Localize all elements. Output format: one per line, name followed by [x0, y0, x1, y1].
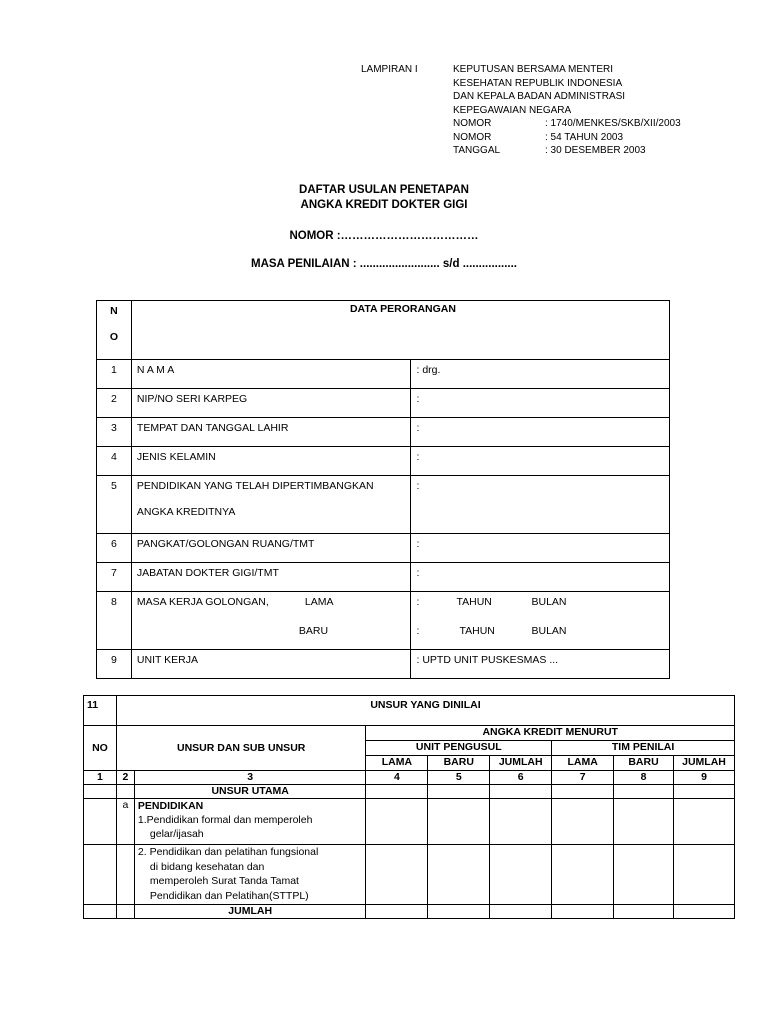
row-no: 9	[97, 650, 132, 679]
unsur-col-header: UNSUR DAN SUB UNSUR	[116, 726, 365, 771]
doc-nomor: NOMOR :………………………………	[289, 230, 479, 242]
data-perorangan-table	[96, 300, 670, 679]
table-row	[97, 534, 670, 563]
row-value	[411, 592, 670, 650]
table-row	[84, 845, 735, 905]
unit-pengusul-header: UNIT PENGUSUL	[366, 741, 552, 756]
table-row	[97, 592, 670, 650]
no-header	[97, 301, 132, 360]
row-value: :	[411, 476, 670, 534]
col-number-row	[84, 771, 735, 785]
colon: :	[416, 596, 420, 608]
meta-value: : 1740/MENKES/SKB/XII/2003	[545, 118, 681, 129]
col-number: 9	[673, 771, 734, 785]
col-number: 4	[366, 771, 428, 785]
data-perorangan-header: DATA PERORANGAN	[131, 301, 669, 360]
section-number: 11	[84, 696, 117, 726]
item-a: a	[116, 799, 134, 845]
decree-header	[453, 63, 753, 163]
sub-col-baru: BARU	[614, 756, 674, 771]
meta-label: NOMOR	[453, 131, 492, 143]
row-no: 4	[97, 447, 132, 476]
no-header-o: O	[109, 331, 119, 343]
doc-masa-penilaian: MASA PENILAIAN : ......................... s/d .................	[250, 258, 518, 270]
unsur-header: UNSUR YANG DINILAI	[116, 696, 734, 726]
table-row	[84, 726, 735, 741]
row-no: 3	[97, 418, 132, 447]
bulan-label: BULAN	[531, 625, 567, 637]
meta-label: NOMOR	[453, 118, 492, 129]
angka-kredit-header: ANGKA KREDIT MENURUT	[366, 726, 735, 741]
col-number: 8	[614, 771, 674, 785]
table-row	[97, 563, 670, 592]
sub-unsur-2: 2. Pendidikan dan pelatihan fungsional	[137, 846, 319, 858]
decree-line: DAN KEPALA BADAN ADMINISTRASI	[453, 91, 626, 102]
row-label-masa-kerja: MASA KERJA GOLONGAN,	[136, 596, 269, 608]
row-value: : UPTD UNIT PUSKESMAS ...	[411, 650, 670, 679]
decree-line: KEPUTUSAN BERSAMA MENTERI	[453, 64, 614, 75]
colon: :	[416, 625, 420, 637]
col-number: 3	[134, 771, 366, 785]
doc-title-line2: ANGKA KREDIT DOKTER GIGI	[300, 199, 468, 211]
col-number: 6	[490, 771, 552, 785]
sub-unsur-1-cont: gelar/ijasah	[149, 828, 204, 840]
table-row	[84, 696, 735, 726]
row-no: 6	[97, 534, 132, 563]
sub-col-baru: BARU	[428, 756, 490, 771]
unsur-table	[83, 695, 735, 919]
row-value: :	[411, 563, 670, 592]
row-no: 1	[97, 360, 132, 389]
pendidikan-label: PENDIDIKAN	[137, 800, 204, 812]
row-no: 2	[97, 389, 132, 418]
table-row	[84, 799, 735, 845]
row-value: :	[411, 534, 670, 563]
jumlah-label: JUMLAH	[134, 905, 366, 919]
tahun-label: TAHUN	[456, 596, 492, 608]
table-row	[97, 476, 670, 534]
sub-unsur-2-cont: di bidang kesehatan dan	[149, 860, 265, 873]
row-label: N A M A	[131, 360, 411, 389]
row-label-lama: LAMA	[304, 596, 334, 608]
doc-title-line1: DAFTAR USULAN PENETAPAN	[299, 184, 469, 196]
no-col-header: NO	[84, 726, 117, 771]
col-number: 7	[552, 771, 614, 785]
col-number: 2	[116, 771, 134, 785]
row-label: NIP/NO SERI KARPEG	[131, 389, 411, 418]
table-row	[97, 447, 670, 476]
meta-value: : 54 TAHUN 2003	[545, 131, 624, 143]
meta-label: TANGGAL	[453, 145, 501, 156]
sub-unsur-1: 1.Pendidikan formal dan memperoleh	[137, 814, 313, 826]
col-number: 5	[428, 771, 490, 785]
unsur-utama-label: UNSUR UTAMA	[134, 785, 366, 799]
bulan-label: BULAN	[531, 596, 567, 608]
sub-col-jumlah: JUMLAH	[673, 756, 734, 771]
row-no: 5	[97, 476, 132, 534]
sub-unsur-2-cell	[134, 845, 366, 905]
table-row	[97, 360, 670, 389]
decree-line: KESEHATAN REPUBLIK INDONESIA	[453, 77, 623, 89]
tahun-label: TAHUN	[459, 625, 495, 637]
row-value: : drg.	[411, 360, 670, 389]
lampiran-label: LAMPIRAN I	[361, 64, 418, 75]
row-label-baru: BARU	[298, 625, 329, 637]
sub-unsur-2-cont: memperoleh Surat Tanda Tamat	[149, 875, 299, 887]
row-label: JABATAN DOKTER GIGI/TMT	[131, 563, 411, 592]
pendidikan-cell	[134, 799, 366, 845]
row-no: 7	[97, 563, 132, 592]
row-value: :	[411, 389, 670, 418]
table-row	[97, 389, 670, 418]
row-value: :	[411, 418, 670, 447]
table-row	[97, 650, 670, 679]
sub-col-lama: LAMA	[552, 756, 614, 771]
row-label: TEMPAT DAN TANGGAL LAHIR	[131, 418, 411, 447]
sub-col-jumlah: JUMLAH	[490, 756, 552, 771]
table-header-row	[97, 301, 670, 360]
tim-penilai-header: TIM PENILAI	[552, 741, 735, 756]
table-row	[97, 418, 670, 447]
row-label-line1: PENDIDIKAN YANG TELAH DIPERTIMBANGKAN	[136, 480, 374, 492]
row-no: 8	[97, 592, 132, 650]
row-label: PANGKAT/GOLONGAN RUANG/TMT	[131, 534, 411, 563]
table-row	[84, 785, 735, 799]
row-label-line2: ANGKA KREDITNYA	[136, 506, 236, 518]
decree-line: KEPEGAWAIAN NEGARA	[453, 104, 572, 116]
meta-value: : 30 DESEMBER 2003	[545, 145, 646, 156]
row-label	[131, 592, 411, 650]
no-header-n: N	[110, 305, 118, 317]
jumlah-row	[84, 905, 735, 919]
sub-unsur-2-cont: Pendidikan dan Pelatihan(STTPL)	[149, 889, 309, 902]
sub-col-lama: LAMA	[366, 756, 428, 771]
row-label	[131, 476, 411, 534]
row-value: :	[411, 447, 670, 476]
row-label: JENIS KELAMIN	[131, 447, 411, 476]
col-number: 1	[84, 771, 117, 785]
row-label: UNIT KERJA	[131, 650, 411, 679]
